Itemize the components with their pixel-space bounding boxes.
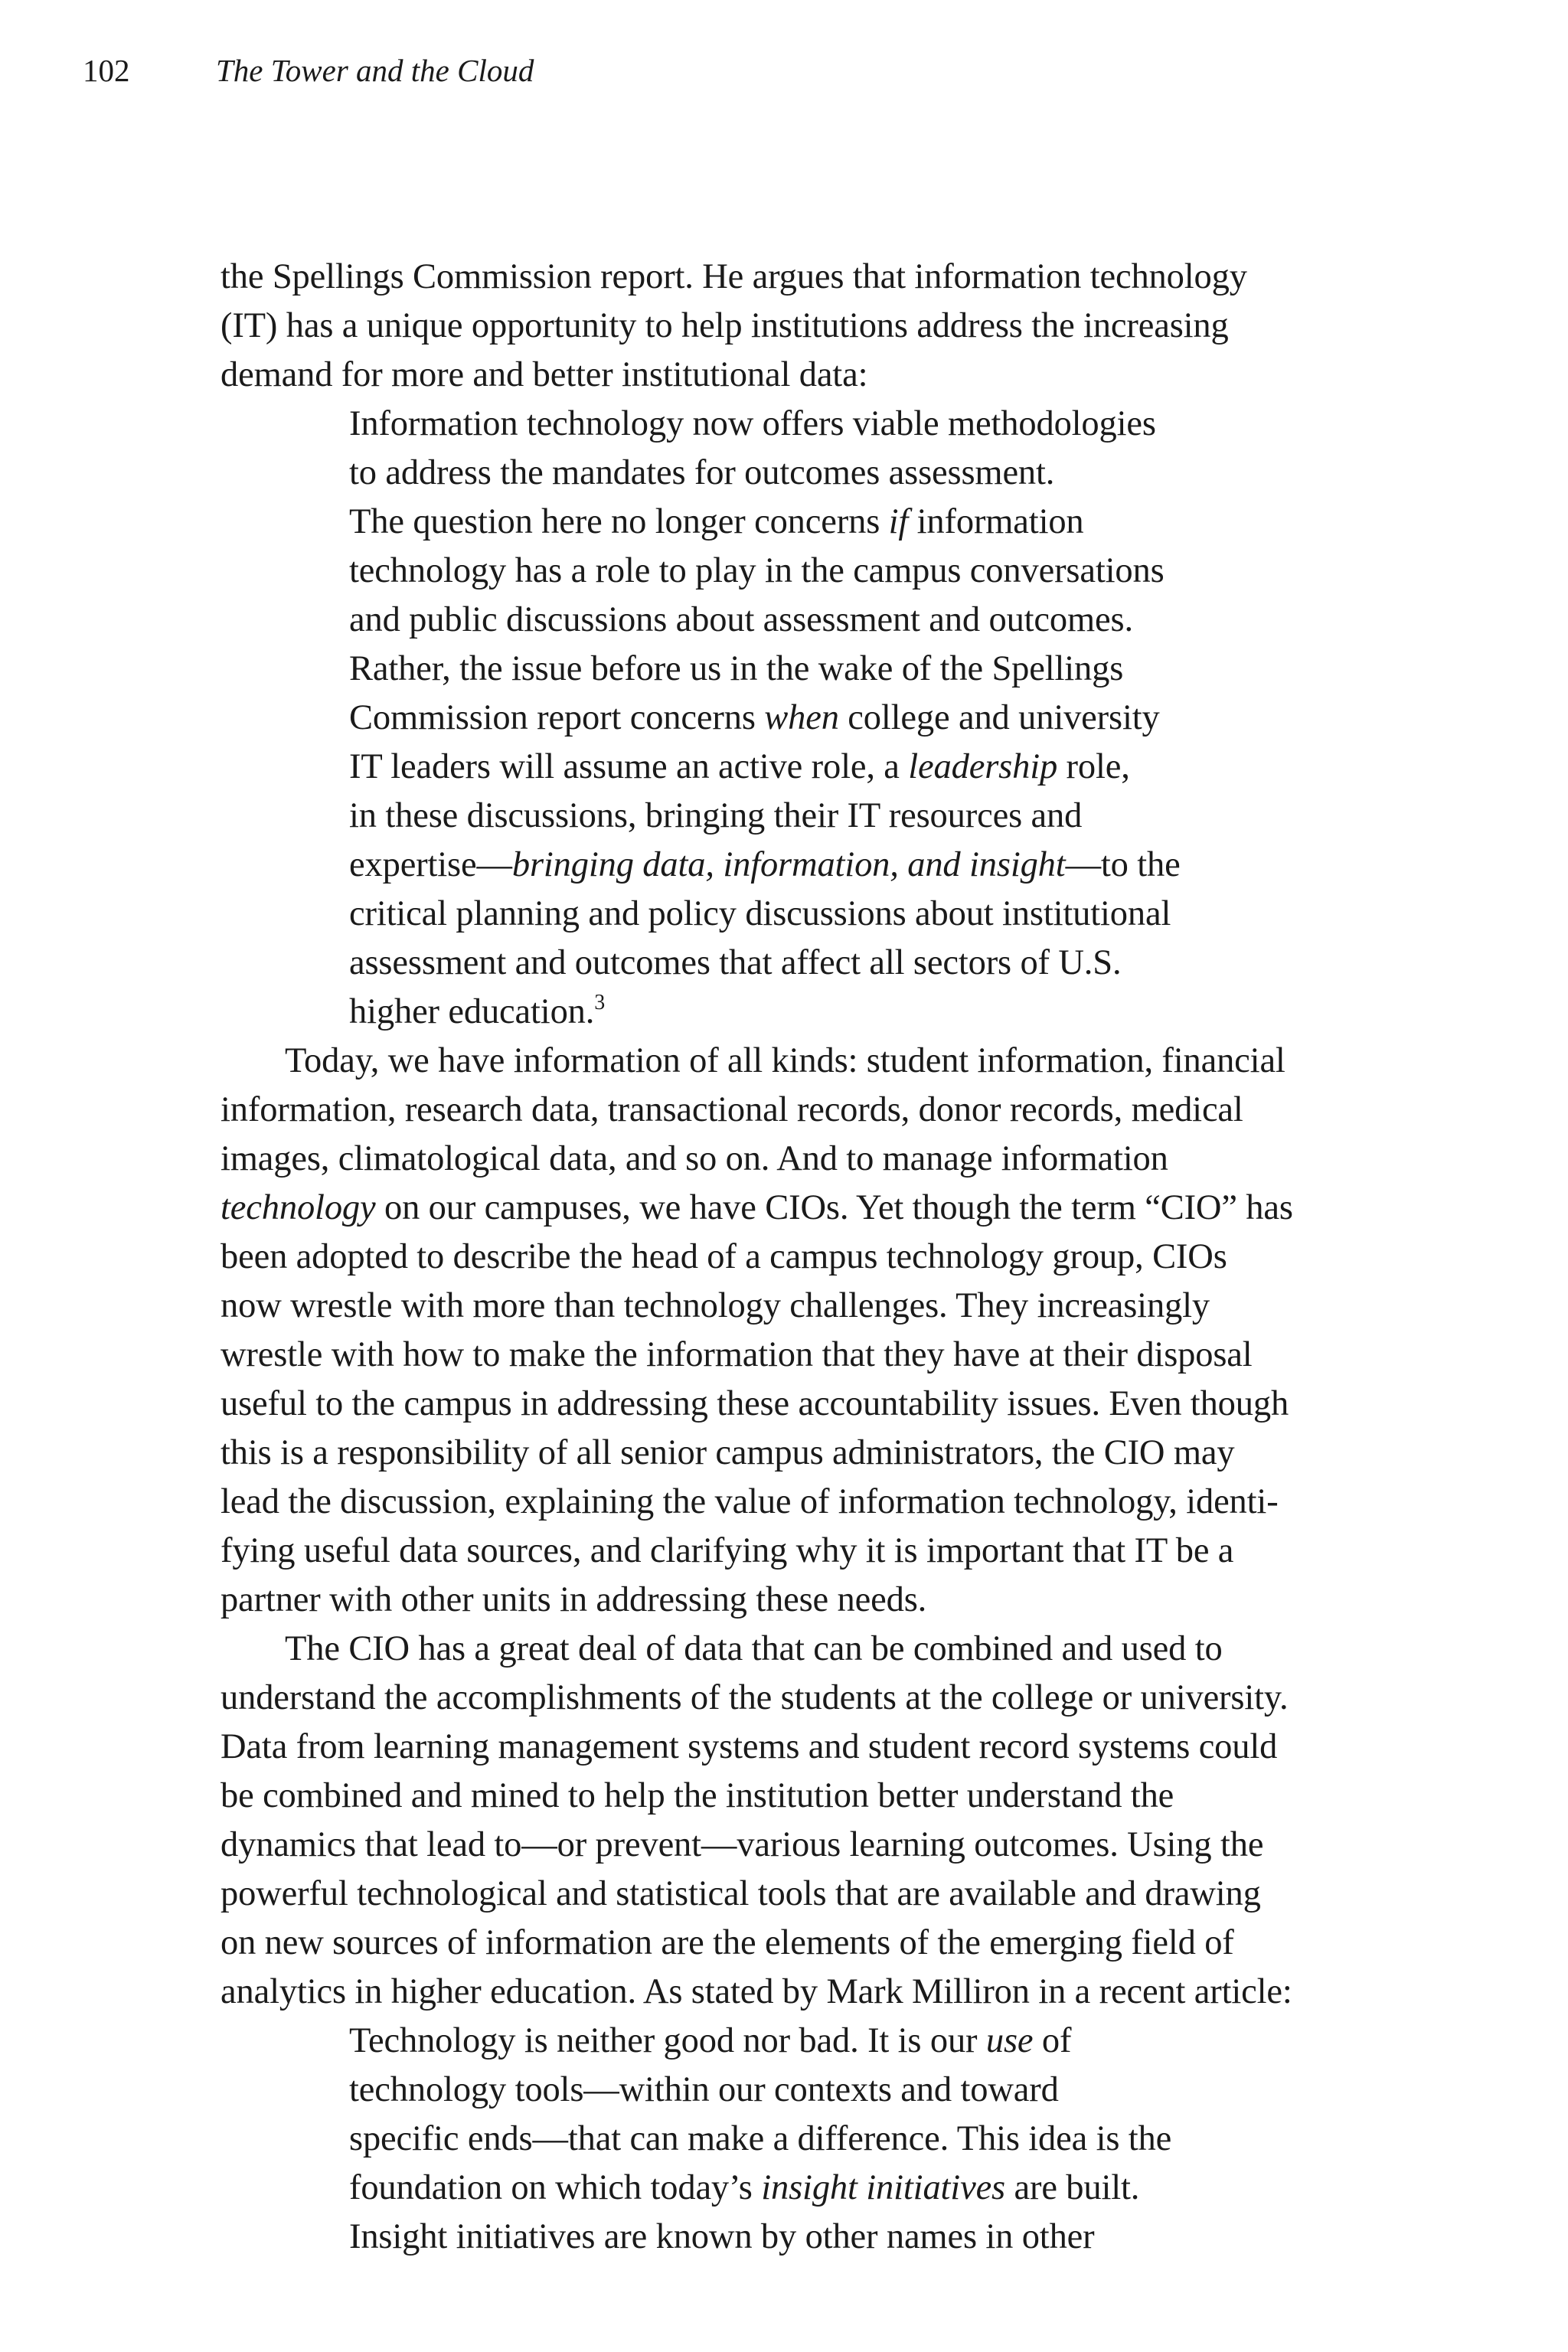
quote-line: assessment and outcomes that affect all sectors of U.S. bbox=[349, 943, 1122, 982]
text-run: Technology is neither good nor bad. It is our bbox=[349, 2021, 986, 2060]
emphasis: technology bbox=[220, 1188, 376, 1227]
text-line: analytics in higher education. As stated by Mark Milliron in a recent article: bbox=[220, 1972, 1292, 2011]
text-line: partner with other units in addressing these needs. bbox=[220, 1580, 927, 1619]
paragraph-2 bbox=[220, 1037, 1354, 1625]
quote-line: in these discussions, bringing their IT resources and bbox=[349, 796, 1083, 835]
quote-line bbox=[349, 841, 1354, 890]
text-line: powerful technological and statistical tools that are available and drawing bbox=[220, 1874, 1261, 1913]
emphasis: when bbox=[764, 698, 839, 737]
block-quote-2 bbox=[220, 2017, 1354, 2262]
text-run: higher education. bbox=[349, 992, 595, 1031]
text-run: foundation on which today’s bbox=[349, 2168, 762, 2207]
text-line: demand for more and better institutional data: bbox=[220, 355, 868, 394]
paragraph-1 bbox=[220, 253, 1354, 400]
text-line: lead the discussion, explaining the value of information technology, identi- bbox=[220, 1482, 1279, 1521]
text-run: are built. bbox=[1005, 2168, 1140, 2207]
text-run: expertise— bbox=[349, 845, 512, 884]
text-line: Today, we have information of all kinds: student information, financial bbox=[285, 1041, 1285, 1080]
text-line: information, research data, transactional records, donor records, medical bbox=[220, 1090, 1243, 1129]
emphasis: use bbox=[985, 2021, 1034, 2060]
text-run: information bbox=[908, 502, 1084, 541]
quote-line bbox=[349, 694, 1354, 743]
page-number: 102 bbox=[83, 53, 130, 88]
text-run: IT leaders will assume an active role, a bbox=[349, 747, 909, 786]
text-line: wrestle with how to make the information that they have at their disposal bbox=[220, 1335, 1253, 1374]
quote-line: to address the mandates for outcomes assessment. bbox=[349, 453, 1055, 492]
text-run: college and university bbox=[838, 698, 1160, 737]
emphasis: leadership bbox=[908, 747, 1058, 786]
text-line: (IT) has a unique opportunity to help institutions address the increasing bbox=[220, 306, 1229, 345]
running-header bbox=[0, 47, 1568, 93]
text-line: this is a responsibility of all senior campus administrators, the CIO may bbox=[220, 1433, 1235, 1472]
text-run: of bbox=[1033, 2021, 1072, 2060]
quote-line bbox=[349, 498, 1354, 547]
text-line: understand the accomplishments of the students at the college or university. bbox=[220, 1678, 1289, 1717]
quote-line bbox=[349, 743, 1354, 792]
quote-line: critical planning and policy discussions about institutional bbox=[349, 894, 1171, 933]
page-body bbox=[220, 253, 1354, 2262]
text-line: The CIO has a great deal of data that can be combined and used to bbox=[285, 1629, 1223, 1668]
text-line: useful to the campus in addressing these accountability issues. Even though bbox=[220, 1384, 1289, 1423]
text-run: Commission report concerns bbox=[349, 698, 765, 737]
text-line: be combined and mined to help the institution better understand the bbox=[220, 1776, 1174, 1815]
text-line: images, climatological data, and so on. And to manage information bbox=[220, 1139, 1168, 1178]
emphasis: if bbox=[888, 502, 909, 541]
text-line: been adopted to describe the head of a campus technology group, CIOs bbox=[220, 1237, 1227, 1276]
text-run: on our campuses, we have CIOs. Yet though the term “CIO” has bbox=[375, 1188, 1293, 1227]
text-line: now wrestle with more than technology challenges. They increasingly bbox=[220, 1286, 1210, 1325]
quote-line bbox=[349, 2164, 1354, 2213]
quote-line bbox=[349, 2017, 1354, 2066]
quote-line: technology tools—within our contexts and toward bbox=[349, 2070, 1059, 2109]
text-run: role, bbox=[1057, 747, 1130, 786]
emphasis: bringing data, information, and insight bbox=[511, 845, 1066, 884]
quote-line: Rather, the issue before us in the wake of the Spellings bbox=[349, 649, 1124, 688]
quote-line bbox=[349, 988, 1354, 1037]
text-line: dynamics that lead to—or prevent—various learning outcomes. Using the bbox=[220, 1825, 1264, 1864]
running-title: The Tower and the Cloud bbox=[216, 53, 534, 88]
text-line: fying useful data sources, and clarifying why it is important that IT be a bbox=[220, 1531, 1234, 1570]
text-run: The question here no longer concerns bbox=[349, 502, 889, 541]
quote-line: Insight initiatives are known by other names in other bbox=[349, 2217, 1095, 2256]
paragraph-3 bbox=[220, 1625, 1354, 2017]
block-quote-1 bbox=[220, 400, 1354, 1037]
emphasis: insight initiatives bbox=[761, 2168, 1006, 2207]
text-run: —to the bbox=[1065, 845, 1181, 884]
text-line: Data from learning management systems and student record systems could bbox=[220, 1727, 1278, 1766]
text-line: the Spellings Commission report. He argues that information technology bbox=[220, 257, 1247, 296]
quote-line: Information technology now offers viable methodologies bbox=[349, 404, 1156, 443]
text-line: on new sources of information are the elements of the emerging field of bbox=[220, 1923, 1234, 1962]
footnote-reference[interactable]: 3 bbox=[594, 991, 606, 1014]
text-line bbox=[220, 1184, 1354, 1233]
quote-line: specific ends—that can make a difference. This idea is the bbox=[349, 2119, 1172, 2158]
quote-line: technology has a role to play in the campus conversations bbox=[349, 551, 1165, 590]
quote-line: and public discussions about assessment and outcomes. bbox=[349, 600, 1133, 639]
